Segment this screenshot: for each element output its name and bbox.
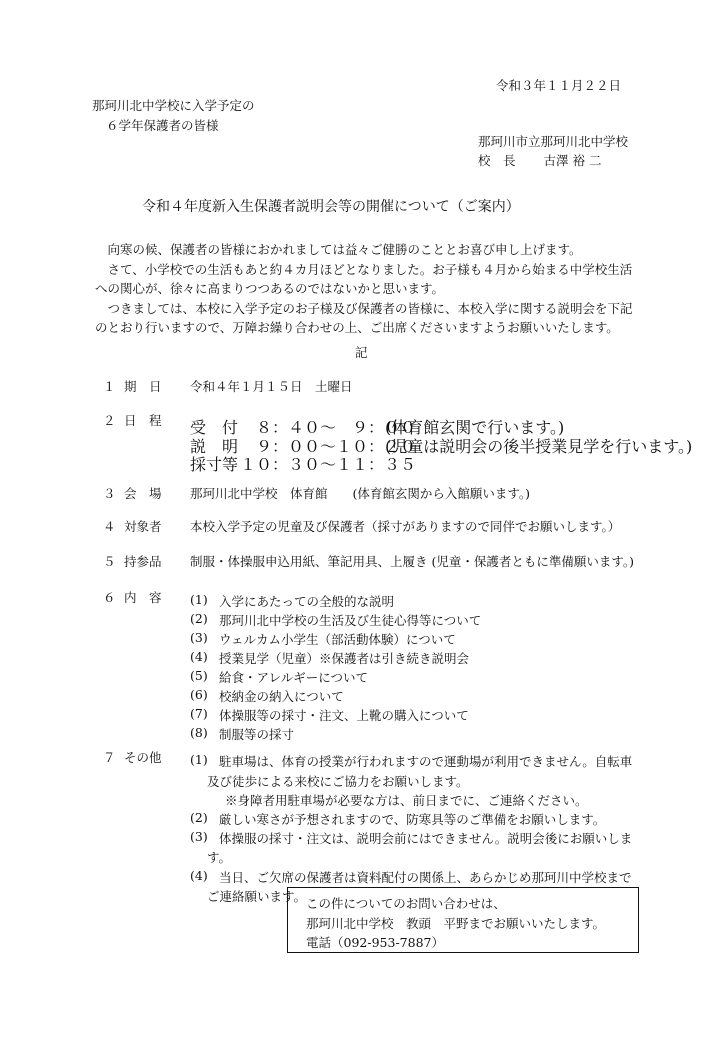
item-number: ４ [103, 519, 116, 534]
item-label: 期 日 [124, 379, 162, 394]
item-label: 持参品 [124, 554, 162, 569]
item-number: ６ [103, 590, 116, 605]
schedule-note: (体育館玄関で行います。) [385, 418, 565, 437]
other-text: ご連絡願います。 [207, 889, 307, 904]
sender-signature [478, 155, 601, 168]
other-text: ※身障者用駐車場が必要な方は、前日までに、ご連絡ください。 [225, 793, 588, 808]
document-date: 令和３年１１月２２日 [496, 78, 622, 93]
schedule-name: 採寸等 [190, 455, 239, 474]
item-value: 制服・体操服申込用紙、筆記用具、上履き (児童・保護者ともに準備願います。) [190, 554, 634, 569]
item-value: 令和４年１月１５日 土曜日 [190, 379, 353, 394]
sender-organization: 那珂川市立那珂川北中学校 [478, 134, 629, 149]
item-number: ５ [103, 554, 116, 569]
body-paragraph-1: 向寒の候、保護者の皆様におかれましては益々ご健勝のこととお喜び申し上げます。 [107, 242, 582, 257]
schedule-time: １０：３０～１１：３５ [240, 455, 417, 474]
item-number: ２ [103, 413, 116, 428]
schedule-note: (児童は説明会の後半授業見学を行います。) [385, 437, 693, 456]
contact-line-1: この件についてのお問い合わせは、 [306, 896, 506, 911]
item-number: ３ [103, 486, 116, 501]
other-text: 厳しい寒さが予想されますので、防寒具等のご準備をお願いします。 [219, 812, 606, 827]
sender-title: 校 長 [478, 153, 516, 168]
recipient-line-2: ６学年保護者の皆様 [106, 118, 219, 133]
item-label: 会 場 [124, 486, 162, 501]
other-text: 当日、ご欠席の保護者は資料配付の関係上、あらかじめ那珂川中学校まで [219, 870, 632, 885]
body-paragraph-2: さて、小学校での生活もあと約４カ月ほどとなりました。お子様も４月から始まる中学校生活への関心が、徐々に高まりつつあるのではないかと思います。 [95, 261, 633, 297]
schedule-name: 受 付 [190, 418, 239, 437]
contact-phone: 電話（092‐953‐7887） [306, 935, 444, 950]
other-text: 駐車場は、体育の授業が行われますので運動場が利用できません。自転車 [219, 754, 633, 769]
schedule-name: 説 明 [190, 437, 239, 456]
other-number: (4) [190, 868, 208, 883]
ki-heading: 記 [355, 345, 368, 360]
other-number: (1) [190, 752, 208, 767]
item-value: 那珂川北中学校 体育館 (体育館玄関から入館願います。) [190, 486, 531, 501]
item-number: ７ [103, 750, 116, 765]
item-label: 日 程 [124, 413, 162, 428]
schedule-time: ８：４０～ ９：００ [256, 418, 417, 437]
item-value: 本校入学予定の児童及び保護者（採寸がありますので同伴でお願いします。） [190, 519, 621, 534]
recipient-line-1: 那珂川北中学校に入学予定の [92, 98, 255, 113]
schedule-time: ９：００～１０：２０ [256, 437, 417, 456]
contact-line-2: 那珂川北中学校 教頭 平野までお願いいたします。 [306, 916, 606, 931]
other-text: す。 [207, 850, 232, 865]
item-label: 対象者 [124, 519, 162, 534]
other-number: (2) [190, 810, 208, 825]
other-number: (3) [190, 829, 208, 844]
sender-name: 古澤 裕 二 [543, 153, 602, 168]
item-label: 内 容 [124, 590, 162, 605]
contact-box [287, 887, 639, 953]
other-text: 体操服の採寸・注文は、説明会前にはできません。説明会後にお願いしま [219, 831, 633, 846]
document-title: 令和４年度新入生保護者説明会等の開催について（ご案内） [142, 199, 520, 215]
body-text [95, 240, 635, 338]
other-text: 及び徒歩による来校にご協力をお願いします。 [207, 774, 469, 789]
item-number: １ [103, 379, 116, 394]
item-label: その他 [124, 750, 162, 765]
body-paragraph-3: つきましては、本校に入学予定のお子様及び保護者の皆様に、本校入学に関する説明会を下記のとおり行いますので、万障お繰り合わせの上、ご出席くださいますようお願いいたします。 [95, 300, 633, 336]
